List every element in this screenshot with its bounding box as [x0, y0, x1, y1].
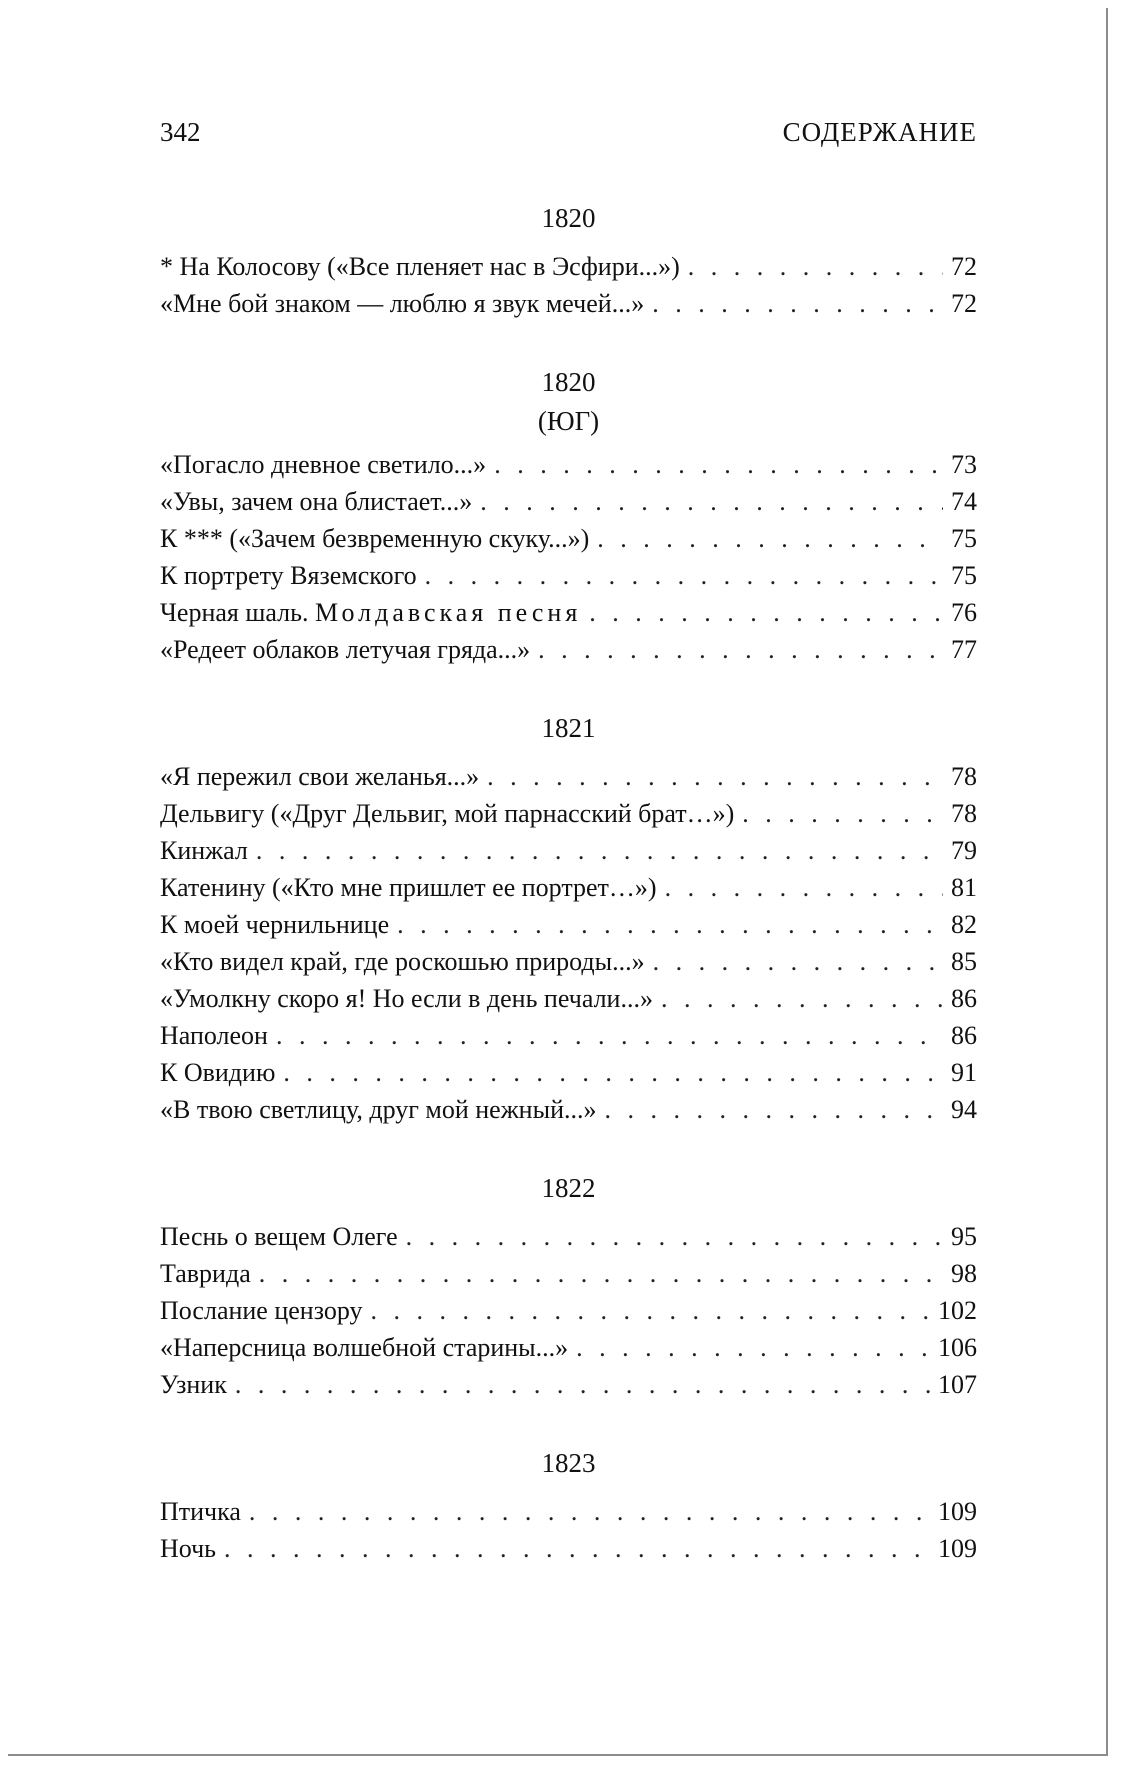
toc-section: [160, 362, 977, 668]
entry-title: Дельвигу («Друг Дельвиг, мой парнасский брат…»): [160, 799, 735, 828]
entry-title: Таврида: [160, 1259, 251, 1288]
entry-list: [160, 1218, 977, 1403]
toc-entry[interactable]: [160, 1530, 977, 1567]
entry-title: Черная шаль.: [160, 598, 309, 627]
section-year: 1820: [541, 203, 596, 233]
entry-page: 73: [951, 450, 977, 479]
dot-leader: [235, 1366, 930, 1403]
entry-title: Кинжал: [160, 836, 248, 865]
toc-entry[interactable]: [160, 1255, 977, 1292]
entry-title: * На Колосову («Все пленяет нас в Эсфири...»): [160, 252, 680, 281]
entry-title: «Увы, зачем она блистает...»: [160, 487, 473, 516]
toc-entry[interactable]: [160, 980, 977, 1017]
toc-entry[interactable]: [160, 943, 977, 980]
toc-section: [160, 198, 977, 322]
toc-entry[interactable]: [160, 1054, 977, 1091]
entry-title: «Умолкну скоро я! Но если в день печали...»: [160, 984, 653, 1013]
entry-title: «Кто видел край, где роскошью природы...»: [160, 947, 645, 976]
entry-title: К *** («Зачем безвременную скуку...»): [160, 524, 590, 553]
dot-leader: [249, 1493, 930, 1530]
entry-title: Узник: [160, 1370, 227, 1399]
dot-leader: [653, 943, 943, 980]
entry-page: 86: [951, 1021, 977, 1050]
entry-page: 91: [951, 1058, 977, 1087]
toc-entry[interactable]: [160, 869, 977, 906]
dot-leader: [576, 1329, 930, 1366]
entry-page: 75: [951, 524, 977, 553]
entry-list: [160, 446, 977, 668]
entry-title: «Мне бой знаком — люблю я звук мечей...»: [160, 289, 645, 318]
section-year: 1821: [541, 713, 596, 743]
entry-page: 102: [938, 1296, 977, 1325]
toc-entry[interactable]: [160, 520, 977, 557]
entry-page: 76: [951, 598, 977, 627]
entry-page: 107: [938, 1370, 977, 1399]
dot-leader: [425, 557, 943, 594]
dot-leader: [604, 1091, 943, 1128]
dot-leader: [665, 869, 943, 906]
dot-leader: [224, 1530, 930, 1567]
toc-section: [160, 708, 977, 1128]
toc-entry[interactable]: [160, 1218, 977, 1255]
table-of-contents: [160, 198, 977, 1607]
toc-entry[interactable]: [160, 1493, 977, 1530]
toc-entry[interactable]: [160, 1091, 977, 1128]
running-title: СОДЕРЖАНИЕ: [782, 117, 977, 147]
dot-leader: [742, 795, 943, 832]
toc-section: [160, 1168, 977, 1403]
entry-title: Ночь: [160, 1534, 217, 1563]
dot-leader: [538, 631, 943, 668]
dot-leader: [688, 248, 943, 285]
running-header: [160, 112, 977, 152]
toc-entry[interactable]: [160, 248, 977, 285]
entry-title: Песнь о вещем Олеге: [160, 1222, 398, 1251]
page-number: 342: [160, 117, 201, 147]
dot-leader: [397, 906, 943, 943]
toc-entry[interactable]: [160, 1017, 977, 1054]
toc-entry[interactable]: [160, 795, 977, 832]
section-year: 1820: [541, 367, 596, 397]
entry-page: 72: [951, 252, 977, 281]
entry-title-group: [160, 594, 581, 631]
dot-leader: [480, 483, 943, 520]
toc-entry[interactable]: [160, 832, 977, 869]
entry-list: [160, 1493, 977, 1567]
entry-title: «Редеет облаков летучая гряда...»: [160, 635, 531, 664]
entry-page: 98: [951, 1259, 977, 1288]
dot-leader: [371, 1292, 931, 1329]
toc-entry[interactable]: [160, 1366, 977, 1403]
dot-leader: [406, 1218, 943, 1255]
dot-leader: [597, 520, 943, 557]
entry-page: 78: [951, 762, 977, 791]
toc-entry[interactable]: [160, 631, 977, 668]
toc-entry[interactable]: [160, 1292, 977, 1329]
entry-page: 86: [951, 984, 977, 1013]
entry-title-spaced: Молдавская песня: [314, 598, 582, 627]
entry-title: «Погасло дневное светило...»: [160, 450, 487, 479]
entry-page: 77: [951, 635, 977, 664]
toc-entry[interactable]: [160, 594, 977, 631]
entry-page: 106: [938, 1333, 977, 1362]
entry-title: «Наперсница волшебной старины...»: [160, 1333, 569, 1362]
entry-title: «Я пережил свои желанья...»: [160, 762, 480, 791]
entry-title: Наполеон: [160, 1021, 268, 1050]
dot-leader: [487, 758, 943, 795]
entry-title: Птичка: [160, 1497, 241, 1526]
entry-list: [160, 248, 977, 322]
toc-entry[interactable]: [160, 446, 977, 483]
entry-page: 78: [951, 799, 977, 828]
entry-page: 72: [951, 289, 977, 318]
dot-leader: [589, 594, 943, 631]
entry-title: К моей чернильнице: [160, 910, 390, 939]
entry-list: [160, 758, 977, 1128]
entry-page: 94: [951, 1095, 977, 1124]
dot-leader: [276, 1017, 943, 1054]
entry-title: «В твою светлицу, друг мой нежный...»: [160, 1095, 597, 1124]
dot-leader: [494, 446, 943, 483]
dot-leader: [652, 285, 943, 322]
toc-entry[interactable]: [160, 1329, 977, 1366]
section-subtitle: (ЮГ): [537, 406, 600, 436]
entry-page: 81: [951, 873, 977, 902]
entry-title: К портрету Вяземского: [160, 561, 417, 590]
entry-page: 109: [938, 1497, 977, 1526]
toc-entry[interactable]: [160, 758, 977, 795]
entry-page: 74: [951, 487, 977, 516]
entry-page: 75: [951, 561, 977, 590]
toc-entry[interactable]: [160, 906, 977, 943]
entry-page: 95: [951, 1222, 977, 1251]
section-year: 1822: [541, 1173, 596, 1203]
dot-leader: [256, 832, 943, 869]
toc-entry[interactable]: [160, 483, 977, 520]
dot-leader: [661, 980, 943, 1017]
entry-page: 79: [951, 836, 977, 865]
entry-page: 82: [951, 910, 977, 939]
entry-page: 109: [938, 1534, 977, 1563]
dot-leader: [259, 1255, 943, 1292]
toc-section: [160, 1443, 977, 1567]
entry-title: Послание цензору: [160, 1296, 363, 1325]
entry-title: К Овидию: [160, 1058, 276, 1087]
toc-entry[interactable]: [160, 557, 977, 594]
entry-page: 85: [951, 947, 977, 976]
dot-leader: [283, 1054, 943, 1091]
section-year: 1823: [541, 1448, 596, 1478]
entry-title: Катенину («Кто мне пришлет ее портрет…»): [160, 873, 657, 902]
toc-entry[interactable]: [160, 285, 977, 322]
